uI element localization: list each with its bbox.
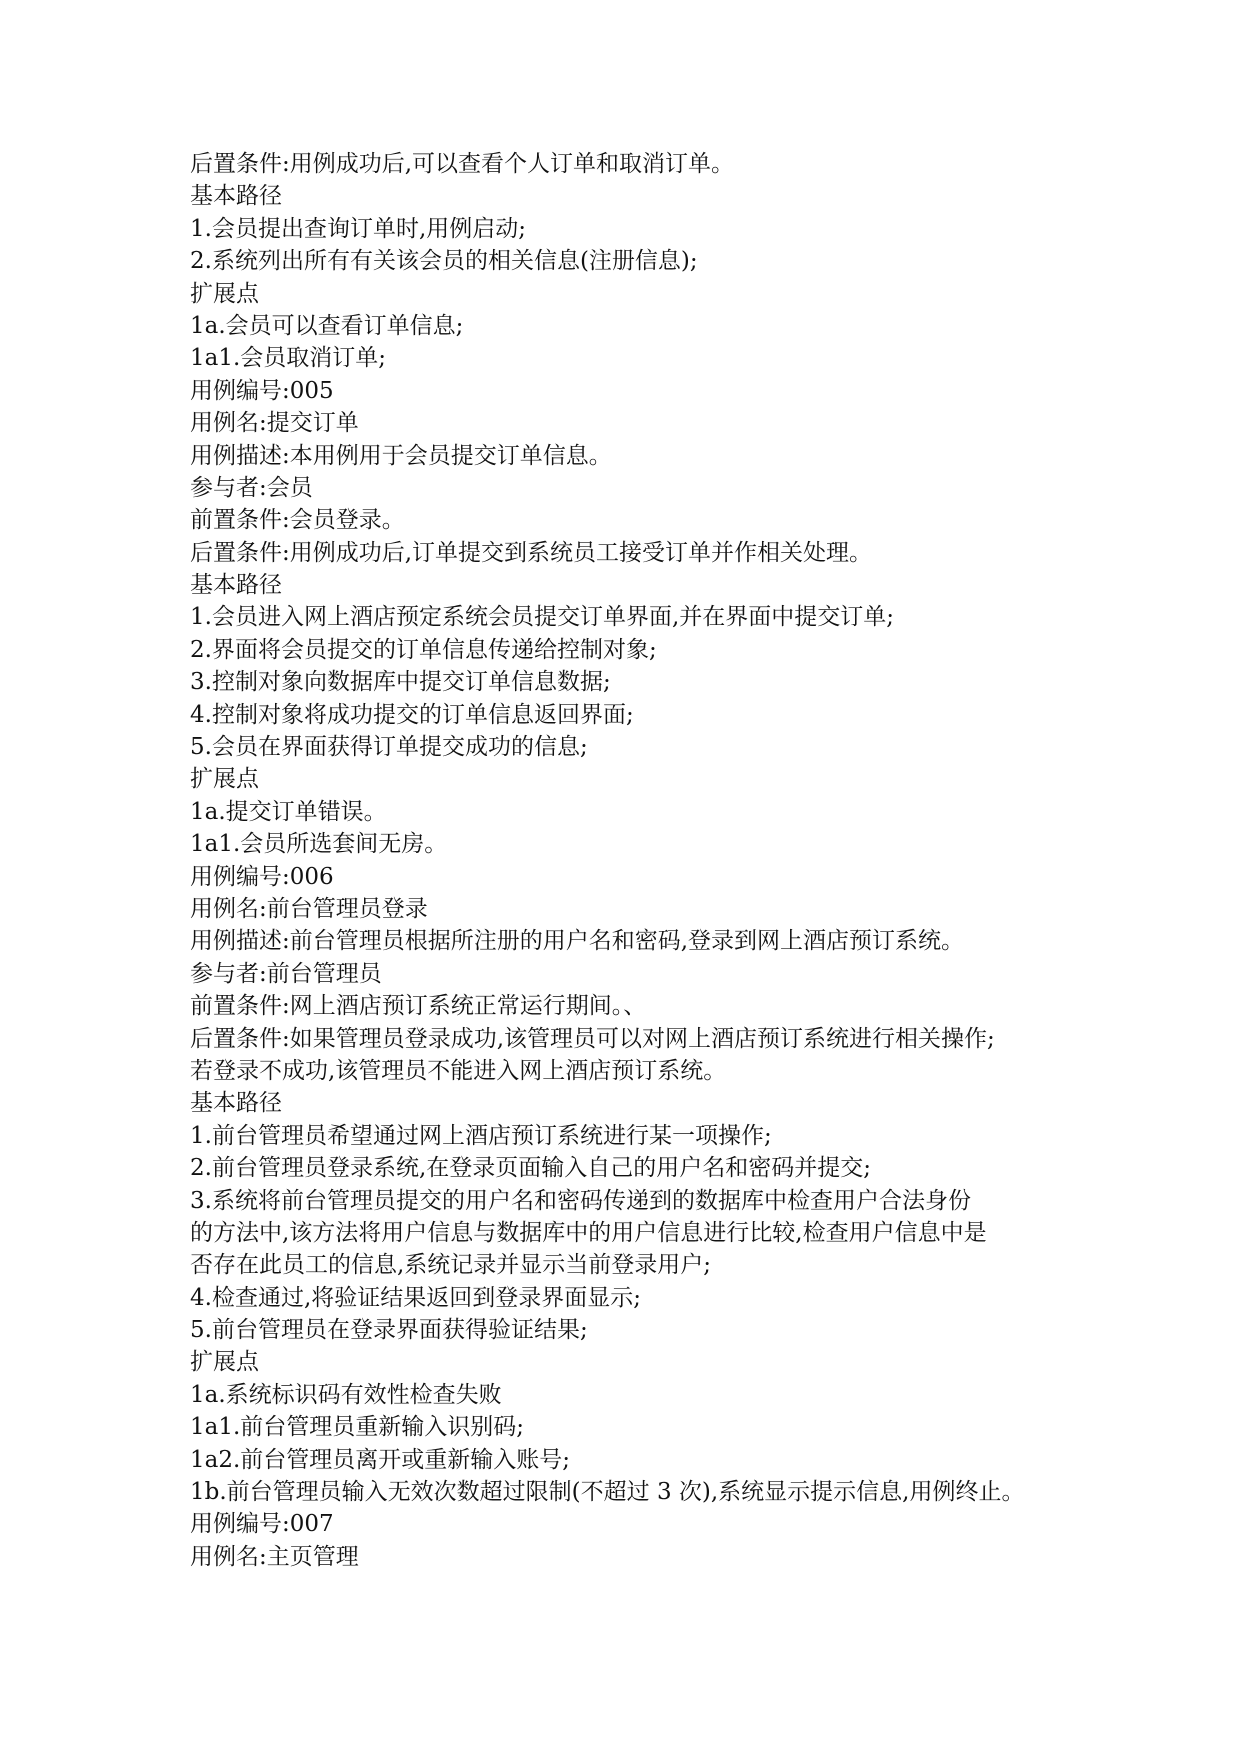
text-line: 参与者:会员 (190, 474, 313, 501)
text-line: 4.检查通过,将验证结果返回到登录界面显示; (190, 1284, 642, 1311)
text-line: 用例名:前台管理员登录 (190, 895, 428, 922)
text-line: 2.系统列出所有有关该会员的相关信息(注册信息); (190, 248, 698, 275)
text-line: 的方法中,该方法将用户信息与数据库中的用户信息进行比较,检查用户信息中是 (190, 1219, 987, 1246)
text-line: 扩展点 (190, 1349, 259, 1376)
text-line: 2.界面将会员提交的订单信息传递给控制对象; (190, 636, 657, 663)
text-line: 5.前台管理员在登录界面获得验证结果; (190, 1317, 588, 1344)
text-line: 后置条件:如果管理员登录成功,该管理员可以对网上酒店预订系统进行相关操作; (190, 1025, 995, 1052)
text-line: 用例名:提交订单 (190, 410, 359, 437)
text-line: 用例描述:本用例用于会员提交订单信息。 (190, 442, 612, 469)
text-line: 4.控制对象将成功提交的订单信息返回界面; (190, 701, 634, 728)
text-line: 3.系统将前台管理员提交的用户名和密码传递到的数据库中检查用户合法身份 (190, 1187, 971, 1214)
text-line: 用例描述:前台管理员根据所注册的用户名和密码,登录到网上酒店预订系统。 (190, 928, 965, 955)
text-line: 基本路径 (190, 183, 282, 210)
document-body (190, 148, 1090, 1573)
text-line: 1b.前台管理员输入无效次数超过限制(不超过 3 次),系统显示提示信息,用例终止。 (190, 1479, 1025, 1506)
text-line: 扩展点 (190, 280, 259, 307)
text-line: 2.前台管理员登录系统,在登录页面输入自己的用户名和密码并提交; (190, 1155, 872, 1182)
text-line: 1a1.前台管理员重新输入识别码; (190, 1414, 525, 1441)
text-line: 基本路径 (190, 1090, 282, 1117)
text-line: 否存在此员工的信息,系统记录并显示当前登录用户; (190, 1252, 712, 1279)
text-line: 前置条件:会员登录。 (190, 507, 405, 534)
text-line: 前置条件:网上酒店预订系统正常运行期间。、 (190, 993, 647, 1020)
text-line: 1.会员提出查询订单时,用例启动; (190, 215, 527, 242)
text-line: 用例编号:007 (190, 1511, 334, 1538)
text-line: 5.会员在界面获得订单提交成功的信息; (190, 734, 588, 761)
text-line: 用例编号:006 (190, 863, 334, 890)
text-line: 1a1.会员所选套间无房。 (190, 831, 448, 858)
text-line: 1.前台管理员希望通过网上酒店预订系统进行某一项操作; (190, 1122, 772, 1149)
text-line: 若登录不成功,该管理员不能进入网上酒店预订系统。 (190, 1057, 727, 1084)
text-line: 基本路径 (190, 572, 282, 599)
text-line: 1a.系统标识码有效性检查失败 (190, 1381, 502, 1408)
text-line: 后置条件:用例成功后,可以查看个人订单和取消订单。 (190, 151, 735, 177)
text-line: 后置条件:用例成功后,订单提交到系统员工接受订单并作相关处理。 (190, 539, 873, 566)
text-line: 用例编号:005 (190, 377, 334, 404)
text-line: 扩展点 (190, 766, 259, 793)
text-line: 1a.会员可以查看订单信息; (190, 312, 464, 339)
text-line: 1a1.会员取消订单; (190, 345, 387, 372)
text-line: 1a.提交订单错误。 (190, 798, 387, 825)
text-line: 参与者:前台管理员 (190, 960, 382, 987)
text-line: 用例名:主页管理 (190, 1543, 359, 1570)
text-line: 1.会员进入网上酒店预定系统会员提交订单界面,并在界面中提交订单; (190, 604, 895, 631)
text-line: 3.控制对象向数据库中提交订单信息数据; (190, 669, 611, 696)
text-line: 1a2.前台管理员离开或重新输入账号; (190, 1446, 571, 1473)
